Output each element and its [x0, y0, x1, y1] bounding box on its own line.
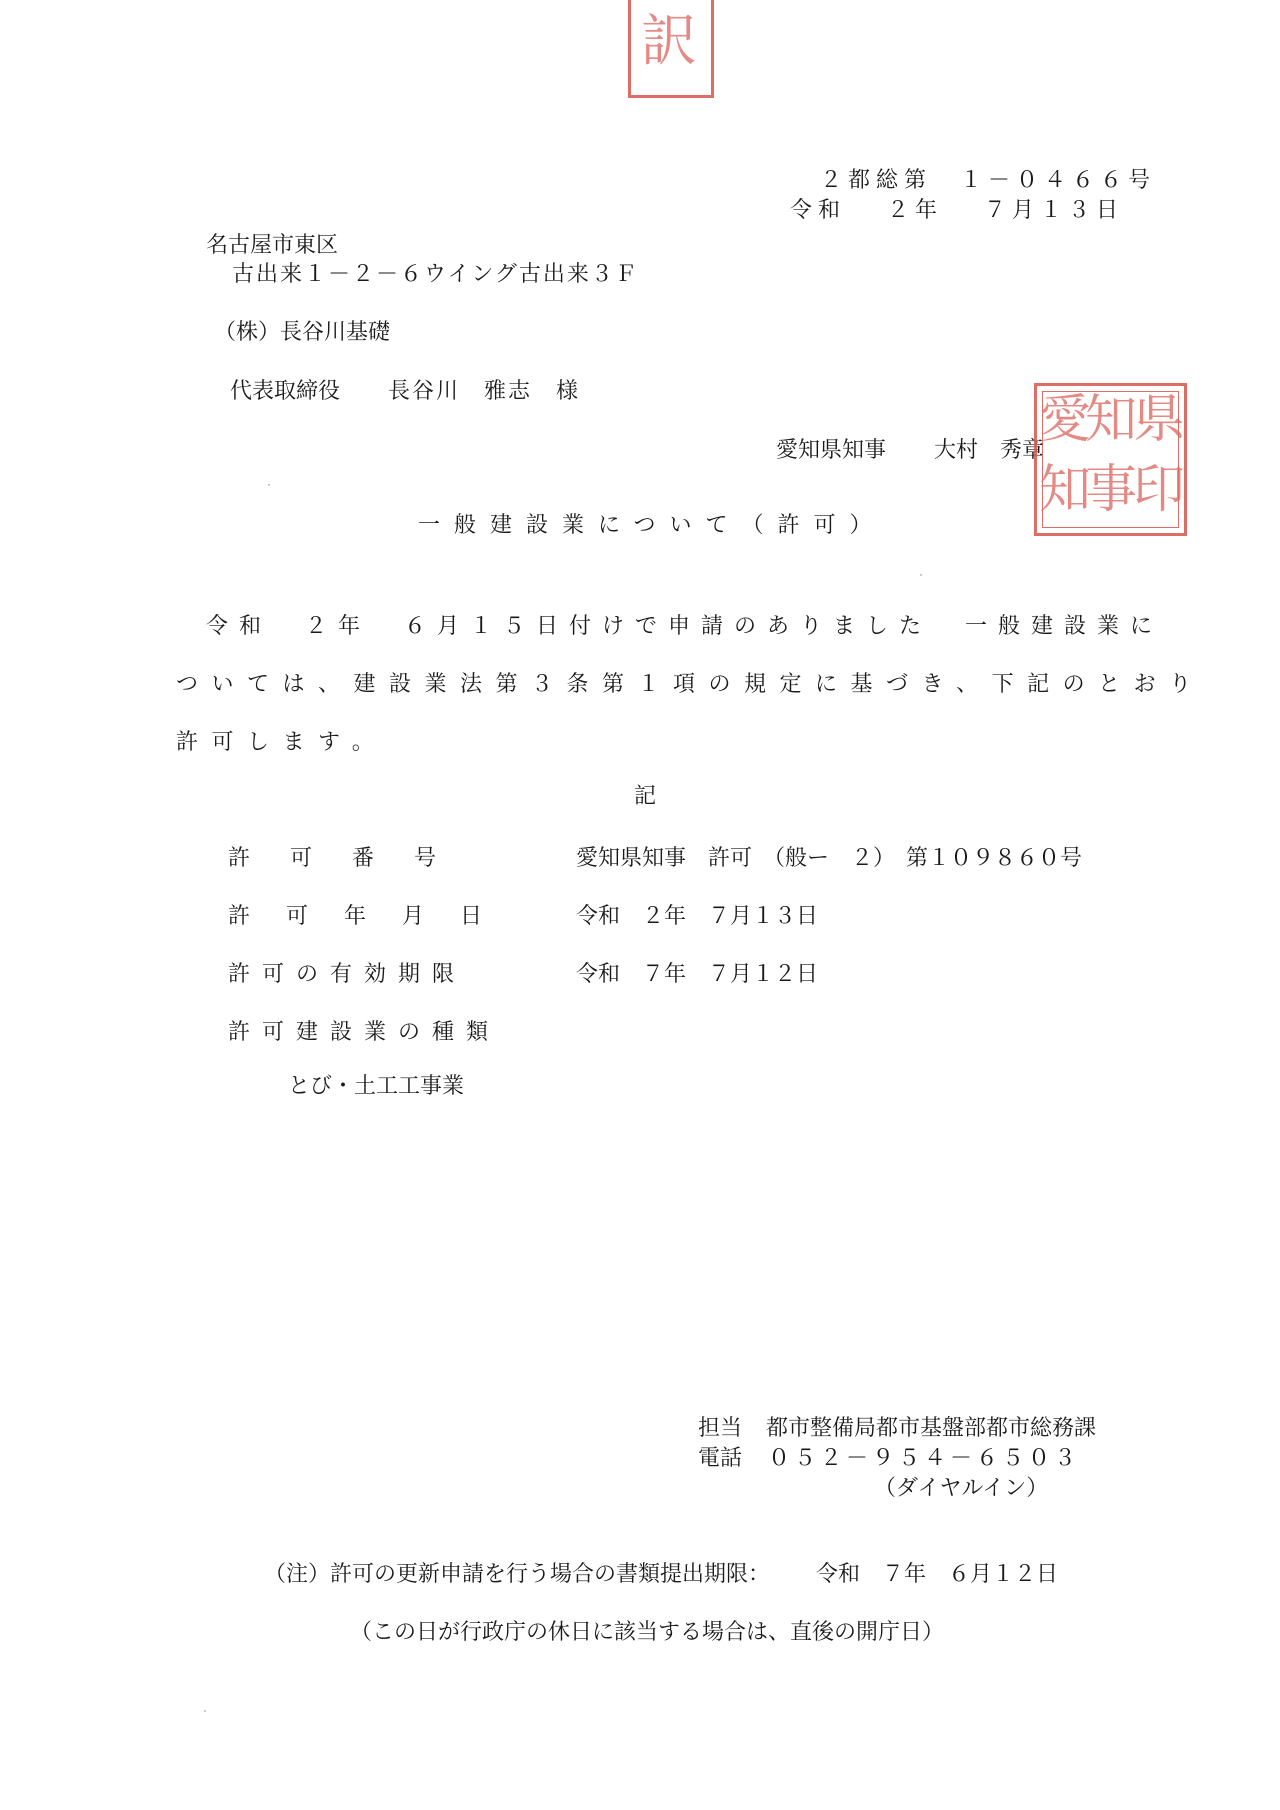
recipient-company: （株）長谷川基礎: [214, 320, 391, 345]
document-date: 令和 ２年 ７月１３日: [790, 198, 1124, 223]
ki-heading: 記: [634, 784, 657, 809]
business-type-value: とび・土工工事業: [288, 1074, 465, 1099]
top-seal-stamp: [628, 0, 714, 98]
document-subject: 一般建設業について（許可）: [418, 513, 886, 538]
document-number: ２都総第 １－０４６６号: [820, 168, 1157, 193]
seal-char-6: 知: [1039, 460, 1092, 520]
sender-name: 大村 秀章: [934, 438, 1045, 463]
sender-office: 愛知県知事: [776, 438, 887, 463]
detail-label-permit-number: 許 可 番 号: [228, 846, 446, 871]
recipient-address-line1: 名古屋市東区: [206, 233, 339, 258]
scan-speck: [204, 1710, 206, 1712]
recipient-title: 代表取締役: [230, 379, 341, 404]
detail-value-permit-date: 令和 ２年 ７月１３日: [576, 904, 819, 929]
contact-tel-note: （ダイヤルイン）: [874, 1476, 1049, 1501]
detail-value-permit-number: 愛知県知事 許可 （般ー ２） 第１０９８６０号: [576, 846, 1083, 871]
renewal-deadline: 令和 ７年 ６月１２日: [816, 1562, 1059, 1587]
detail-label-validity: 許可の有効期限: [228, 962, 467, 987]
contact-tel: ０５２－９５４－６５０３: [768, 1446, 1081, 1471]
renewal-note: （注）許可の更新申請を行う場合の書類提出期限：: [264, 1562, 771, 1587]
contact-dept-label: 担当: [698, 1416, 743, 1441]
detail-label-permit-date: 許 可 年 月 日: [228, 904, 490, 929]
seal-char-3: 印: [1133, 460, 1186, 520]
body-line-3: 許可します。: [176, 730, 388, 755]
contact-dept: 都市整備局都市基盤部都市総務課: [766, 1416, 1097, 1441]
recipient-name: 長谷川 雅志 様: [388, 379, 581, 404]
body-line-2: ついては、建設業法第３条第１項の規定に基づき、下記のとおり: [176, 672, 1205, 697]
scan-speck: [268, 484, 270, 486]
seal-char-2: 知: [1085, 390, 1138, 450]
seal-char-4: 事: [1085, 460, 1138, 520]
seal-char-1: 県: [1133, 390, 1186, 450]
recipient-address-line2: 古出来１－２－６ウイング古出来３Ｆ: [232, 262, 639, 287]
renewal-note-sub: （この日が行政庁の休日に該当する場合は、直後の開庁日）: [350, 1620, 945, 1645]
scan-speck: [920, 574, 922, 576]
detail-value-validity: 令和 ７年 ７月１２日: [576, 962, 819, 987]
top-seal-char: 訳: [641, 9, 697, 74]
body-line-1: 令和 ２年 ６月１５日付けで申請のありました 一般建設業に: [206, 614, 1164, 639]
detail-label-business-type: 許可建設業の種類: [228, 1020, 501, 1045]
seal-char-5: 愛: [1039, 390, 1092, 450]
governor-seal-stamp: [1034, 383, 1187, 536]
contact-tel-label: 電話: [698, 1446, 743, 1471]
